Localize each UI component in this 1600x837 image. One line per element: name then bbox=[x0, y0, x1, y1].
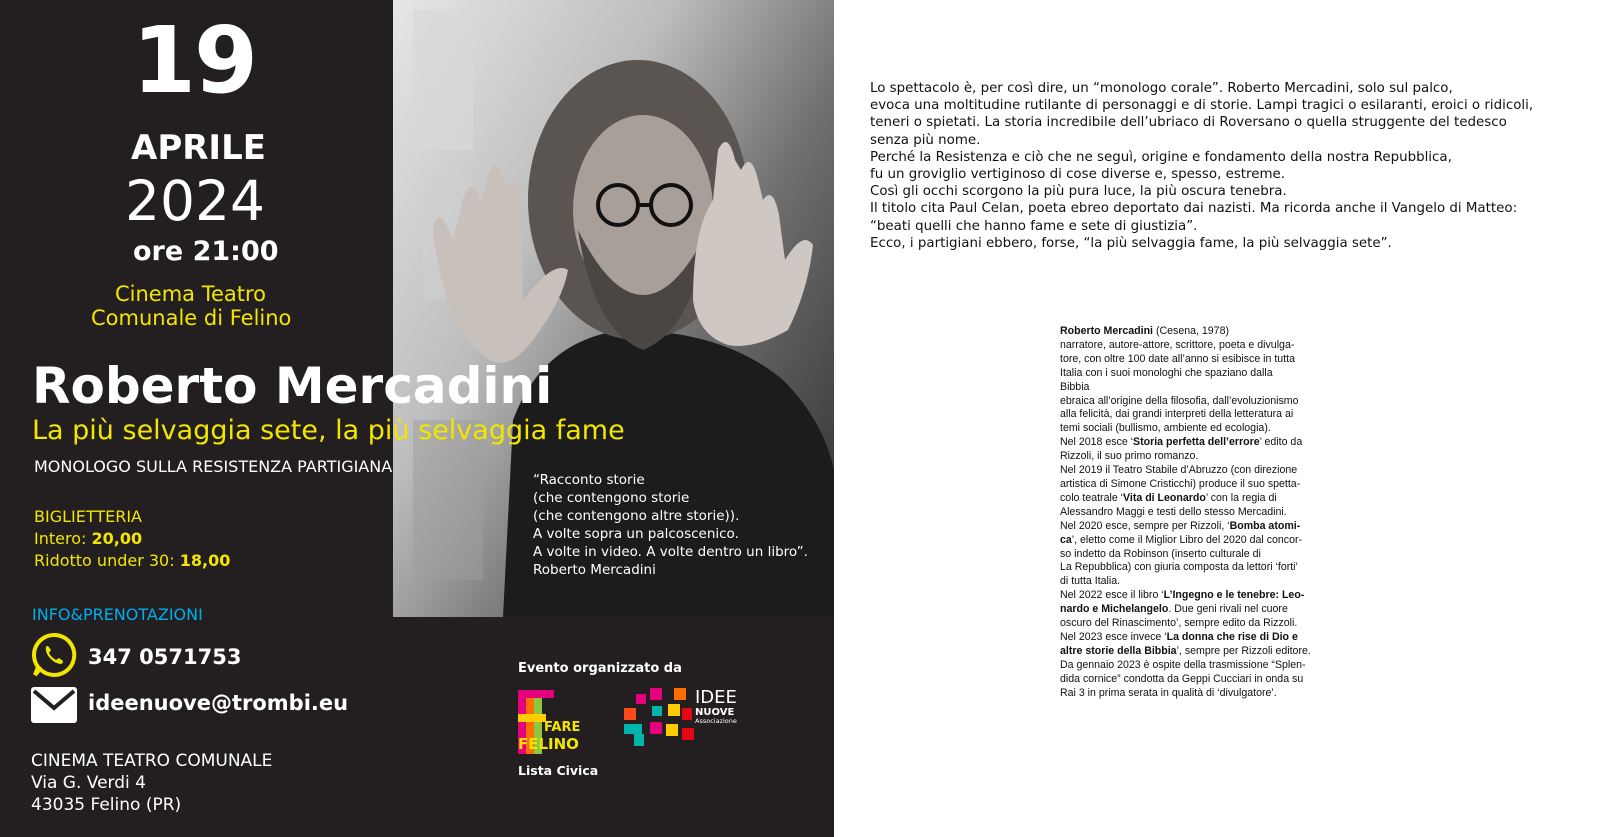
bio-line: so indetto da Robinson (inserto culturale di bbox=[1060, 547, 1261, 560]
bio-line bbox=[1060, 492, 1340, 506]
description-line: Così gli occhi scorgono la più pura luce, la più oscura tenebra. bbox=[870, 184, 1287, 200]
bio-line: artistica di Simone Cristicchi) produce il suo spetta- bbox=[1060, 477, 1301, 490]
fare-felino-logo bbox=[518, 690, 598, 764]
book-title: La donna che rise di Dio e bbox=[1166, 630, 1298, 643]
description-line: Ecco, i partigiani ebbero, forse, “la più selvaggia fame, la più selvaggia sete”. bbox=[870, 235, 1392, 251]
bio-line: dida cornice” condotta da Geppi Cucciari in onda su bbox=[1060, 672, 1304, 685]
book-title: altre storie della Bibbia bbox=[1060, 644, 1177, 657]
fare-felino-caption: Lista Civica bbox=[518, 763, 599, 778]
associazione-word: Associazione bbox=[695, 717, 737, 725]
bio-line: narratore, autore-attore, scrittore, poeta e divulga- bbox=[1060, 338, 1295, 351]
ticket-full-price: 20,00 bbox=[91, 529, 143, 548]
nuove-word: NUOVE bbox=[695, 707, 735, 718]
show-subtitle: La più selvaggia sete, la più selvaggia fame bbox=[32, 415, 625, 446]
bio-text: Nel 2020 esce, sempre per Rizzoli, ‘ bbox=[1060, 519, 1230, 532]
bio-line: temi sociali (bullismo, ambiente ed ecologia). bbox=[1060, 422, 1271, 435]
performer-name: Roberto Mercadini bbox=[32, 357, 553, 415]
bio-line bbox=[1060, 631, 1340, 645]
bio-line bbox=[1060, 603, 1340, 617]
performer-bio bbox=[1060, 325, 1340, 700]
bio-text: ’ con la regia di bbox=[1205, 491, 1277, 504]
tickets-heading: BIGLIETTERIA bbox=[34, 507, 142, 526]
bio-line bbox=[1060, 645, 1340, 659]
ticket-reduced-label: Ridotto under 30: bbox=[34, 551, 180, 570]
quote-line-5: A volte in video. A volte dentro un libro”. bbox=[533, 544, 808, 560]
description-line: Il titolo cita Paul Celan, poeta ebreo deportato dai nazisti. Ma ricorda anche il Vangelo di Matteo: bbox=[870, 201, 1518, 217]
quote-line-2: (che contengono storie bbox=[533, 490, 690, 506]
book-title: nardo e Michelangelo bbox=[1060, 603, 1169, 616]
mail-icon bbox=[31, 687, 77, 723]
bio-line bbox=[1060, 436, 1340, 450]
bio-line: tore, con oltre 100 date all’anno si esibisce in tutta bbox=[1060, 352, 1295, 365]
bio-line: ebraica all’origine della filosofia, dall’evoluzionismo bbox=[1060, 394, 1299, 407]
address-line-3: 43035 Felino (PR) bbox=[31, 795, 182, 815]
bio-text: ’ edito da bbox=[1259, 436, 1303, 449]
show-description bbox=[870, 80, 1570, 252]
description-line: Lo spettacolo è, per così dire, un “monologo corale”. Roberto Mercadini, solo sul palco, bbox=[870, 81, 1453, 96]
whatsapp-icon bbox=[31, 632, 77, 678]
ticket-full-label: Intero: bbox=[34, 529, 92, 548]
bio-line: Rai 3 in prima serata in qualità di ‘divulgatore’. bbox=[1060, 686, 1277, 699]
bio-text: ’, eletto come il Miglior Libro del 2020 dal concor- bbox=[1071, 533, 1303, 546]
bio-line bbox=[1060, 589, 1340, 603]
bio-heading bbox=[1060, 325, 1340, 339]
book-title: L’Ingegno e le tenebre: Leo- bbox=[1163, 589, 1305, 602]
description-line: Perché la Resistenza e ciò che ne seguì, origine e fondamento della nostra Repubblica, bbox=[870, 149, 1452, 165]
contacts-heading: INFO&PRENOTAZIONI bbox=[32, 605, 203, 624]
bio-line: Alessandro Maggi e testi dello stesso Mercadini. bbox=[1060, 505, 1287, 518]
bio-text: Nel 2023 esce invece ‘ bbox=[1060, 630, 1167, 643]
book-title: Storia perfetta dell’errore bbox=[1133, 436, 1260, 449]
bio-line bbox=[1060, 534, 1340, 548]
show-tagline: MONOLOGO SULLA RESISTENZA PARTIGIANA bbox=[34, 457, 393, 476]
idee-nuove-logo-mark bbox=[624, 688, 694, 754]
book-title: Bomba atomi- bbox=[1229, 519, 1301, 532]
bio-text: ’, sempre per Rizzoli editore. bbox=[1176, 644, 1311, 657]
bio-line: Rizzoli, il suo primo romanzo. bbox=[1060, 450, 1199, 463]
venue-line-2: Comunale di Felino bbox=[91, 306, 292, 330]
bio-text: . Due geni rivali nel cuore bbox=[1168, 603, 1288, 616]
bio-line: La Repubblica) con giuria composta da lettori ‘forti’ bbox=[1060, 561, 1298, 574]
bio-line: oscuro del Rinascimento’, sempre edito da Rizzoli. bbox=[1060, 617, 1298, 630]
ticket-reduced bbox=[34, 551, 230, 571]
bio-text: colo teatrale ‘ bbox=[1060, 491, 1124, 504]
idee-nuove-logo bbox=[624, 688, 754, 754]
bio-line: Nel 2019 il Teatro Stabile d’Abruzzo (con direzione bbox=[1060, 464, 1298, 477]
idee-word: IDEE bbox=[695, 687, 737, 708]
book-title: ca bbox=[1060, 533, 1072, 546]
address-line-2: Via G. Verdi 4 bbox=[31, 773, 146, 793]
email-address[interactable]: ideenuove@trombi.eu bbox=[88, 691, 349, 715]
description-line: evoca una moltitudine rutilante di personaggi e di storie. Lampi tragici o esilaranti, eroici o ridicoli, bbox=[870, 98, 1534, 114]
description-line: “beati quelli che hanno fame e sete di giustizia”. bbox=[870, 218, 1198, 234]
bio-line: Italia con i suoi monologhi che spaziano dalla bbox=[1060, 366, 1273, 379]
bio-text: Nel 2018 esce ‘ bbox=[1060, 436, 1134, 449]
event-time: ore 21:00 bbox=[133, 236, 279, 267]
event-year: 2024 bbox=[125, 169, 265, 233]
description-line: teneri o spietati. La storia incredibile dell’ubriaco di Roversano o quella struggente del tedesco bbox=[870, 115, 1507, 131]
address-line-1: CINEMA TEATRO COMUNALE bbox=[31, 751, 273, 771]
bio-text: Nel 2022 esce il libro ‘ bbox=[1060, 589, 1164, 602]
quote-line-4: A volte sopra un palcoscenico. bbox=[533, 526, 739, 542]
bio-line bbox=[1060, 520, 1340, 534]
bio-line: Da gennaio 2023 è ospite della trasmissione “Splen- bbox=[1060, 658, 1306, 671]
event-day: 19 bbox=[132, 7, 257, 114]
bio-line: Bibbia bbox=[1060, 380, 1090, 393]
phone-number[interactable]: 347 0571753 bbox=[88, 645, 242, 669]
bio-line: alla felicità, dai grandi interpreti della letteratura ai bbox=[1060, 408, 1294, 421]
event-month: APRILE bbox=[131, 128, 266, 168]
quote-line-1: “Racconto storie bbox=[533, 472, 645, 488]
bio-origin: (Cesena, 1978) bbox=[1153, 325, 1229, 337]
ticket-full bbox=[34, 529, 142, 549]
show-title: Vita di Leonardo bbox=[1123, 491, 1206, 504]
quote-author: Roberto Mercadini bbox=[533, 562, 656, 578]
bio-line: di tutta Italia. bbox=[1060, 575, 1121, 588]
description-line: senza più nome. bbox=[870, 132, 981, 148]
quote-line-3: (che contengono altre storie)). bbox=[533, 508, 740, 524]
ticket-reduced-price: 18,00 bbox=[179, 551, 231, 570]
organizers-heading: Evento organizzato da bbox=[518, 661, 682, 676]
fare-word: FARE bbox=[544, 720, 581, 735]
venue-line-1: Cinema Teatro bbox=[115, 282, 267, 306]
bio-name: Roberto Mercadini bbox=[1060, 325, 1154, 337]
felino-word: FELINO bbox=[518, 735, 579, 753]
description-line: fu un groviglio vertiginoso di cose diverse e, spesso, estreme. bbox=[870, 167, 1286, 183]
